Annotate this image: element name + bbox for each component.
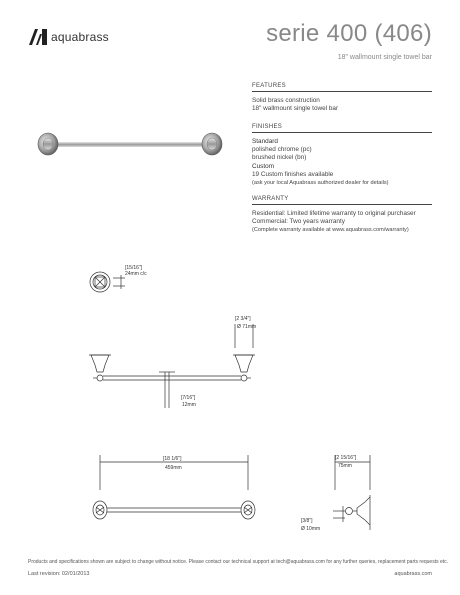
finishes-section	[252, 124, 432, 187]
feature-item: 18" wallmount single towel bar	[252, 105, 339, 113]
finish-custom-label: Custom	[252, 162, 275, 170]
finishes-heading: FINISHES	[252, 124, 432, 133]
bar-rod	[50, 142, 210, 147]
warranty-heading: WARRANTY	[252, 196, 432, 205]
side-view-drawing	[295, 450, 385, 545]
footer-website-link[interactable]: aquabrass.com	[394, 571, 432, 577]
bar-dia-mm: 12mm	[182, 402, 196, 408]
plan-view-drawing	[85, 450, 265, 530]
feature-item: Solid brass construction	[252, 97, 320, 104]
bar-dia-in: [7/16"]	[181, 395, 196, 401]
page-title: serie 400 (406)	[266, 20, 432, 47]
flange-spacing-in: [15/16"]	[125, 265, 143, 271]
end-dia-mm: Ø 10mm	[301, 526, 321, 532]
product-photo	[30, 120, 230, 170]
warranty-item: Commercial: Two years warranty	[252, 218, 345, 226]
flange-dia-in: [2 3/4"]	[235, 316, 251, 322]
finish-item: brushed nickel (bn)	[252, 154, 307, 162]
features-heading: FEATURES	[252, 83, 432, 92]
projection-in: [2 15/16"]	[335, 455, 357, 461]
finish-item: polished chrome (pc)	[252, 146, 312, 154]
length-in: [18 1/6"]	[163, 456, 182, 462]
projection-mm: 75mm	[338, 463, 352, 469]
front-elevation-drawing	[85, 310, 275, 415]
warranty-note: (Complete warranty available at www.aquabrass.com/warranty)	[252, 227, 409, 234]
footer-revision: Last revision: 02/01/2013	[28, 571, 90, 577]
length-mm: 459mm	[165, 465, 182, 471]
page-subtitle: 18" wallmount single towel bar	[337, 54, 432, 61]
end-dia-in: [3/8"]	[301, 518, 313, 524]
finish-standard-label: Standard	[252, 138, 278, 145]
finish-item: 19 Custom finishes available	[252, 170, 334, 178]
features-section	[252, 83, 432, 113]
aquabrass-logo-icon	[29, 29, 47, 45]
footer-disclaimer: Products and specifications shown are subject to change without notice. Please contact our technical support at tech@aquabrass.com for any further queries, replacement parts requests etc.	[28, 559, 449, 565]
flange-detail-drawing	[85, 255, 185, 300]
warranty-item: Residential: Limited lifetime warranty to original purchaser	[252, 210, 416, 217]
warranty-section	[252, 196, 432, 235]
brand-name: aquabrass	[51, 30, 109, 44]
flange-spacing-mm: 24mm c/c	[125, 271, 147, 277]
flange-dia-mm: Ø 71mm	[237, 324, 257, 330]
finish-note: (ask your local Aquabrass authorized dealer for details)	[252, 180, 389, 187]
brand-logo	[29, 28, 109, 46]
